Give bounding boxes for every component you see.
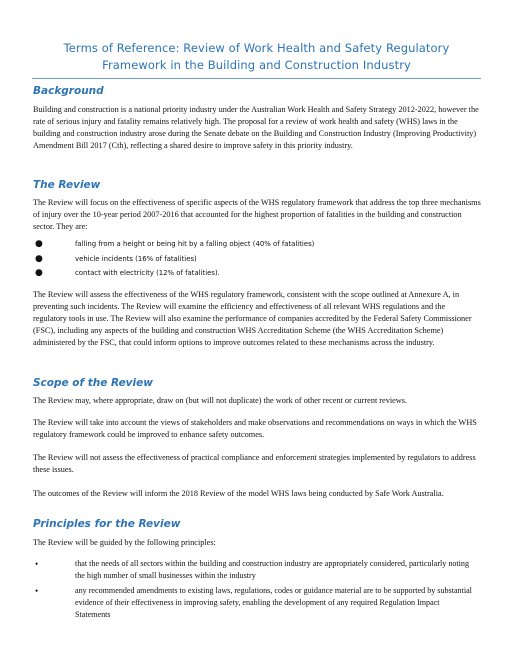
bullet-icon: ● [35, 239, 43, 249]
background-paragraph: Building and construction is a national priority industry under the Australian Work Health and Safety Strategy 2012-2022, however the rate of serious injury and fatality remains relatively high. The proposal for a review of work health and safety (WHS) laws in the building and construction industry arose during the Senate debate on the Building and Construction Industry (Improving Productivity) Amendment Bill 2017 (Cth), reflecting a shared desire to improve safety in this priority industry. [33, 105, 479, 150]
heading-the-review: The Review [33, 179, 101, 191]
bullet-icon: ● [35, 268, 43, 278]
list-item-text: contact with electricity (12% of fatalities). [75, 269, 220, 277]
heading-principles: Principles for the Review [33, 518, 181, 530]
list-item-text: vehicle incidents (16% of fatalities) [75, 254, 197, 263]
bullet-icon: • [35, 586, 39, 596]
mechanisms-list [35, 237, 475, 281]
list-item [35, 252, 475, 267]
scope-paragraph-4: The outcomes of the Review will inform the 2018 Review of the model WHS laws being conducted by Safe Work Australia. [33, 489, 444, 498]
list-item-text: any recommended amendments to existing laws, regulations, codes or guidance material are to be supported by substantial evidence of their effectiveness in improving safety, enabling the development of any required Regulation Impact Statements [75, 586, 472, 619]
list-item-text: that the needs of all sectors within the building and construction industry are appropriately considered, particularly noting the high number of small businesses within the industry [75, 559, 470, 580]
document-title [40, 40, 473, 74]
list-item [35, 558, 475, 582]
principles-intro: The Review will be guided by the following principles: [33, 538, 216, 547]
heading-background: Background [33, 85, 104, 97]
title-divider [32, 78, 481, 79]
title-line-1: Terms of Reference: Review of Work Health and Safety Regulatory [63, 41, 450, 55]
scope-paragraph-3: The Review will not assess the effectiveness of practical compliance and enforcement strategies implemented by regulators to address these issues. [33, 453, 476, 474]
review-assessment-paragraph: The Review will assess the effectiveness of the WHS regulatory framework, consistent with the scope outlined at Annexure A, in preventing such incidents. The Review will examine the efficiency and effectiveness of all relevant WHS regulations and the regulatory tools in use. The Review will also examine the performance of companies accredited by the Federal Safety Commissioner (FSC), including any aspects of the building and construction WHS Accreditation Scheme (the WHS Accreditation Scheme) administered by the FSC, that could inform options to improve outcomes related to these mechanisms across the industry. [33, 290, 472, 347]
bullet-icon: ● [35, 253, 43, 264]
scope-paragraph-2: The Review will take into account the views of stakeholders and make observations and recommendations on ways in which the WHS regulatory framework could be improved to enhance safety outcomes. [33, 418, 477, 439]
review-intro-paragraph: The Review will focus on the effectiveness of specific aspects of the WHS regulatory framework that address the top three mechanisms of injury over the 10-year period 2007-2016 that accounted for the highest proportion of fatalities in the building and construction sector. They are: [33, 198, 481, 231]
list-item [35, 585, 475, 621]
list-item [35, 266, 475, 281]
heading-scope: Scope of the Review [33, 377, 153, 389]
list-item-text: falling from a height or being hit by a falling object (40% of fatalities) [75, 240, 315, 248]
list-item [35, 237, 475, 252]
principles-list [35, 558, 475, 624]
title-line-2: Framework in the Building and Construction Industry [102, 58, 411, 72]
scope-paragraph-1: The Review may, where appropriate, draw on (but will not duplicate) the work of other recent or current reviews. [33, 396, 408, 405]
bullet-icon: • [35, 559, 39, 569]
